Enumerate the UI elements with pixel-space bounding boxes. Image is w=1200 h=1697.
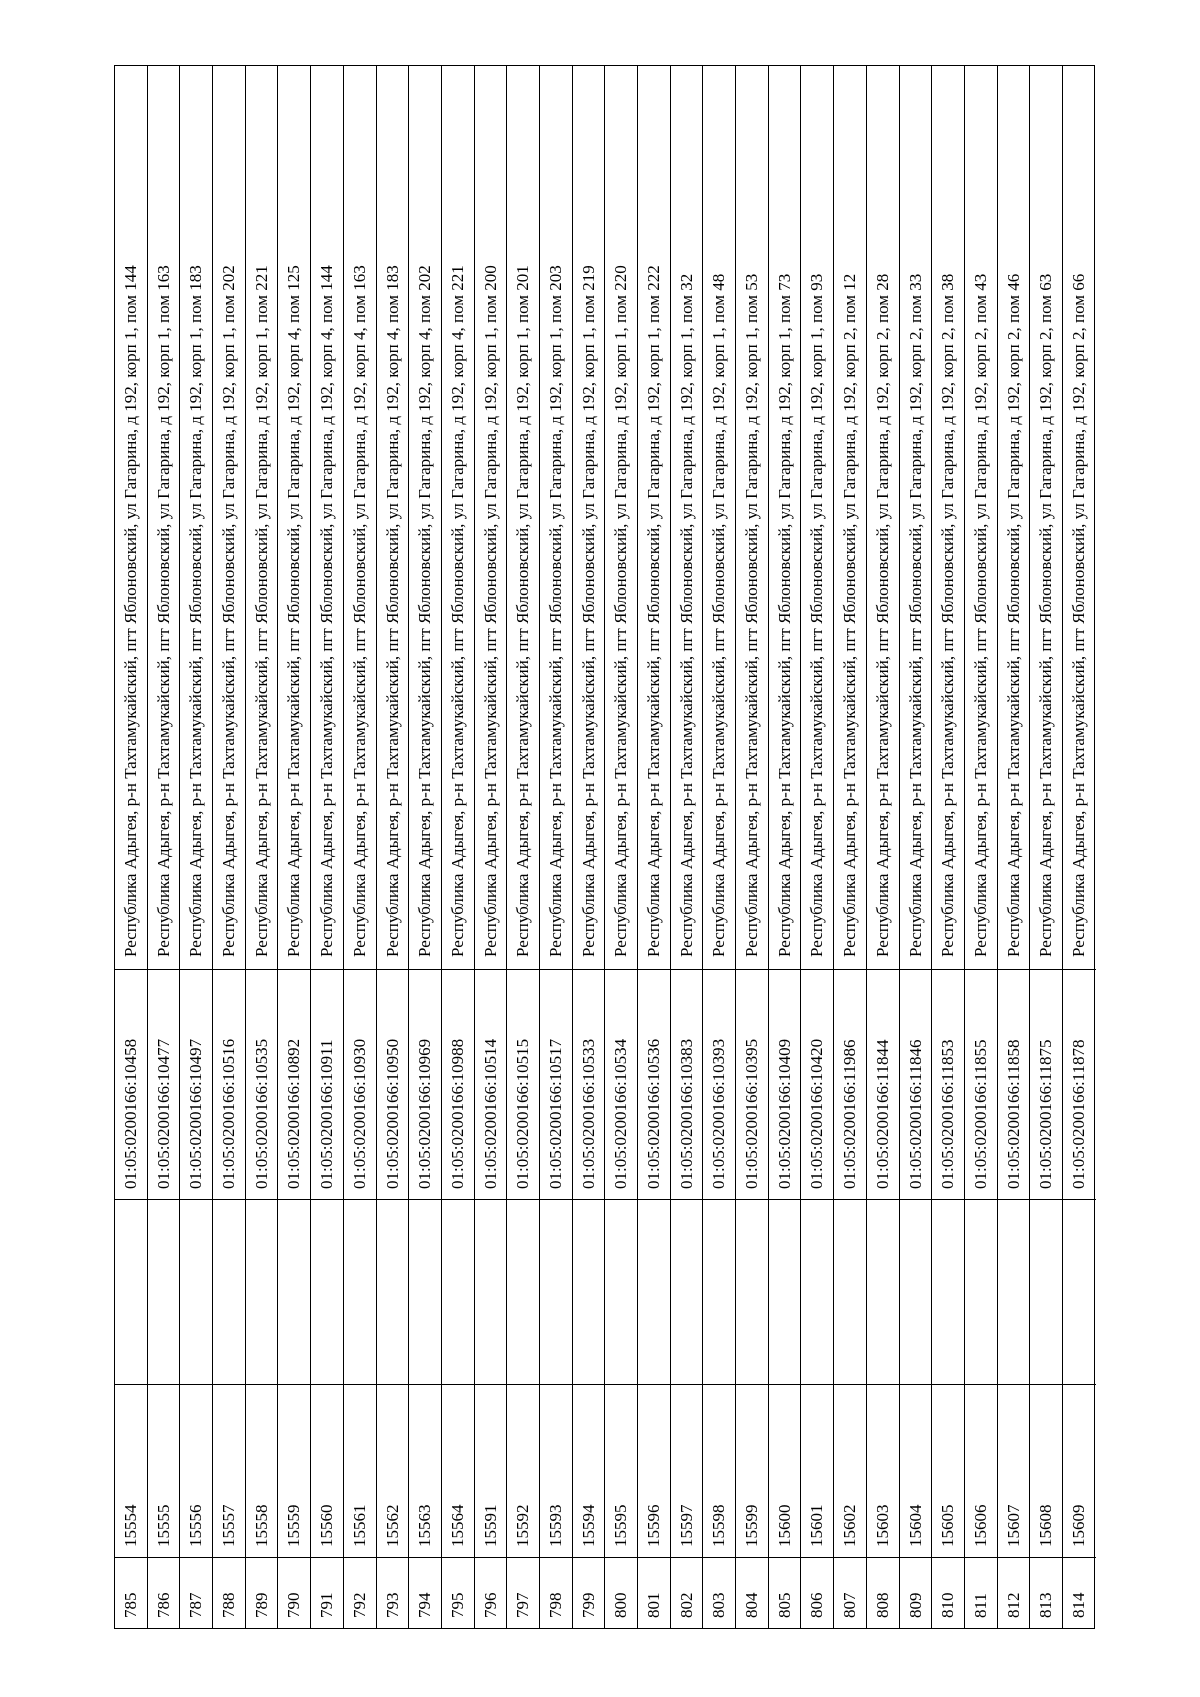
row-number-cell: 812 [998,1557,1030,1628]
empty-cell [736,1199,768,1384]
record-id-cell: 15607 [998,1384,1030,1557]
address-cell: Республика Адыгея, р-н Тахтамукайский, пгт Яблоновский, ул Гагарина, д 192, корп 2, пом 28 [872,273,892,957]
empty-cell [180,1199,212,1384]
row-number-cell: 796 [475,1557,507,1628]
address-cell: Республика Адыгея, р-н Тахтамукайский, пгт Яблоновский, ул Гагарина, д 192, корп 2, пом 46 [1003,273,1023,957]
table-row [246,66,279,1628]
cadastral-number-cell: 01:05:0200166:10517 [540,969,572,1199]
document-page [114,65,1095,1629]
cadastral-number-cell: 01:05:0200166:11875 [1030,969,1062,1199]
cadastral-number-cell: 01:05:0200166:10393 [703,969,735,1199]
empty-cell [213,1199,245,1384]
row-number-cell: 787 [180,1557,212,1628]
table-row [1063,66,1096,1628]
cadastral-number-cell: 01:05:0200166:10497 [180,969,212,1199]
property-table [114,65,1095,1629]
cadastral-number-cell: 01:05:0200166:10477 [148,969,180,1199]
table-row [671,66,704,1628]
row-number-cell: 788 [213,1557,245,1628]
cadastral-number-cell: 01:05:0200166:10535 [246,969,278,1199]
cadastral-number-cell: 01:05:0200166:11846 [900,969,932,1199]
address-cell: Республика Адыгея, р-н Тахтамукайский, пгт Яблоновский, ул Гагарина, д 192, корп 2, пом 66 [1068,273,1088,957]
record-id-cell: 15608 [1030,1384,1062,1557]
address-cell: Республика Адыгея, р-н Тахтамукайский, пгт Яблоновский, ул Гагарина, д 192, корп 4, пом 183 [382,265,402,957]
table-row [900,66,933,1628]
row-number-cell: 792 [344,1557,376,1628]
cadastral-number-cell: 01:05:0200166:10458 [115,969,147,1199]
record-id-cell: 15591 [475,1384,507,1557]
cadastral-number-cell: 01:05:0200166:10930 [344,969,376,1199]
table-row [638,66,671,1628]
empty-cell [573,1199,605,1384]
record-id-cell: 15602 [834,1384,866,1557]
record-id-cell: 15554 [115,1384,147,1557]
record-id-cell: 15603 [867,1384,899,1557]
cadastral-number-cell: 01:05:0200166:10420 [801,969,833,1199]
empty-cell [769,1199,801,1384]
address-cell: Республика Адыгея, р-н Тахтамукайский, пгт Яблоновский, ул Гагарина, д 192, корп 1, пом 201 [513,265,533,957]
empty-cell [900,1199,932,1384]
row-number-cell: 803 [703,1557,735,1628]
record-id-cell: 15560 [311,1384,343,1557]
address-cell: Республика Адыгея, р-н Тахтамукайский, пгт Яблоновский, ул Гагарина, д 192, корп 4, пом 221 [447,265,467,957]
table-row [311,66,344,1628]
cadastral-number-cell: 01:05:0200166:11855 [965,969,997,1199]
address-cell: Республика Адыгея, р-н Тахтамукайский, пгт Яблоновский, ул Гагарина, д 192, корп 1, пом 203 [545,265,565,957]
address-cell: Республика Адыгея, р-н Тахтамукайский, пгт Яблоновский, ул Гагарина, д 192, корп 1, пом 183 [186,265,206,957]
row-number-cell: 789 [246,1557,278,1628]
cadastral-number-cell: 01:05:0200166:10409 [769,969,801,1199]
address-cell: Республика Адыгея, р-н Тахтамукайский, пгт Яблоновский, ул Гагарина, д 192, корп 1, пом 202 [219,265,239,957]
record-id-cell: 15564 [442,1384,474,1557]
address-cell: Республика Адыгея, р-н Тахтамукайский, пгт Яблоновский, ул Гагарина, д 192, корп 1, пом 219 [578,265,598,957]
cadastral-number-cell: 01:05:0200166:10988 [442,969,474,1199]
empty-cell [115,1199,147,1384]
record-id-cell: 15595 [605,1384,637,1557]
empty-cell [932,1199,964,1384]
address-cell: Республика Адыгея, р-н Тахтамукайский, пгт Яблоновский, ул Гагарина, д 192, корп 1, пом 144 [121,265,140,957]
empty-cell [540,1199,572,1384]
empty-cell [834,1199,866,1384]
record-id-cell: 15604 [900,1384,932,1557]
address-cell: Республика Адыгея, р-н Тахтамукайский, пгт Яблоновский, ул Гагарина, д 192, корп 1, пом 222 [644,265,663,957]
table-row [213,66,246,1628]
table-row [180,66,213,1628]
row-number-cell: 804 [736,1557,768,1628]
row-number-cell: 811 [965,1557,997,1628]
cadastral-number-cell: 01:05:0200166:10383 [671,969,703,1199]
cadastral-number-cell: 01:05:0200166:10515 [507,969,539,1199]
cadastral-number-cell: 01:05:0200166:11878 [1063,969,1096,1199]
table-row [442,66,475,1628]
record-id-cell: 15593 [540,1384,572,1557]
record-id-cell: 15561 [344,1384,376,1557]
record-id-cell: 15606 [965,1384,997,1557]
address-cell: Республика Адыгея, р-н Тахтамукайский, пгт Яблоновский, ул Гагарина, д 192, корп 1, пом 200 [480,265,500,957]
table-row [801,66,834,1628]
record-id-cell: 15562 [377,1384,409,1557]
table-row [834,66,867,1628]
empty-cell [605,1199,637,1384]
row-number-cell: 807 [834,1557,866,1628]
address-cell: Республика Адыгея, р-н Тахтамукайский, пгт Яблоновский, ул Гагарина, д 192, корп 1, пом 221 [251,265,271,957]
address-cell: Республика Адыгея, р-н Тахтамукайский, пгт Яблоновский, ул Гагарина, д 192, корп 2, пом 38 [938,273,958,957]
record-id-cell: 15598 [703,1384,735,1557]
cadastral-number-cell: 01:05:0200166:11853 [932,969,964,1199]
row-number-cell: 810 [932,1557,964,1628]
row-number-cell: 808 [867,1557,899,1628]
address-cell: Республика Адыгея, р-н Тахтамукайский, пгт Яблоновский, ул Гагарина, д 192, корп 4, пом 144 [317,265,337,957]
record-id-cell: 15597 [671,1384,703,1557]
cadastral-number-cell: 01:05:0200166:10395 [736,969,768,1199]
table-row [278,66,311,1628]
record-id-cell: 15557 [213,1384,245,1557]
empty-cell [311,1199,343,1384]
address-cell: Республика Адыгея, р-н Тахтамукайский, пгт Яблоновский, ул Гагарина, д 192, корп 4, пом 202 [415,265,435,957]
address-cell: Республика Адыгея, р-н Тахтамукайский, пгт Яблоновский, ул Гагарина, д 192, корп 1, пом 93 [807,273,827,957]
empty-cell [148,1199,180,1384]
row-number-cell: 797 [507,1557,539,1628]
row-number-cell: 798 [540,1557,572,1628]
address-cell: Республика Адыгея, р-н Тахтамукайский, пгт Яблоновский, ул Гагарина, д 192, корп 1, пом 53 [742,273,762,957]
empty-cell [703,1199,735,1384]
address-cell: Республика Адыгея, р-н Тахтамукайский, пгт Яблоновский, ул Гагарина, д 192, корп 4, пом 125 [284,265,304,957]
empty-cell [278,1199,310,1384]
table-row [703,66,736,1628]
record-id-cell: 15600 [769,1384,801,1557]
record-id-cell: 15599 [736,1384,768,1557]
empty-cell [507,1199,539,1384]
address-cell: Республика Адыгея, р-н Тахтамукайский, пгт Яблоновский, ул Гагарина, д 192, корп 1, пом 163 [153,265,173,957]
table-row [867,66,900,1628]
empty-cell [246,1199,278,1384]
record-id-cell: 15592 [507,1384,539,1557]
row-number-cell: 813 [1030,1557,1062,1628]
empty-cell [475,1199,507,1384]
empty-cell [638,1199,670,1384]
cadastral-number-cell: 01:05:0200166:10533 [573,969,605,1199]
row-number-cell: 805 [769,1557,801,1628]
empty-cell [1063,1199,1096,1384]
cadastral-number-cell: 01:05:0200166:10534 [605,969,637,1199]
empty-cell [998,1199,1030,1384]
table-row [409,66,442,1628]
table-row [736,66,769,1628]
address-cell: Республика Адыгея, р-н Тахтамукайский, пгт Яблоновский, ул Гагарина, д 192, корп 1, пом 220 [611,265,631,957]
cadastral-number-cell: 01:05:0200166:10892 [278,969,310,1199]
table-row [148,66,181,1628]
record-id-cell: 15609 [1063,1384,1096,1557]
cadastral-number-cell: 01:05:0200166:10950 [377,969,409,1199]
table-row [965,66,998,1628]
row-number-cell: 795 [442,1557,474,1628]
cadastral-number-cell: 01:05:0200166:11986 [834,969,866,1199]
row-number-cell: 790 [278,1557,310,1628]
row-number-cell: 786 [148,1557,180,1628]
table-row [377,66,410,1628]
cadastral-number-cell: 01:05:0200166:10536 [638,969,670,1199]
address-cell: Республика Адыгея, р-н Тахтамукайский, пгт Яблоновский, ул Гагарина, д 192, корп 2, пом 33 [905,273,925,957]
table-row [573,66,606,1628]
record-id-cell: 15596 [638,1384,670,1557]
address-cell: Республика Адыгея, р-н Тахтамукайский, пгт Яблоновский, ул Гагарина, д 192, корп 1, пом 73 [774,273,794,957]
row-number-cell: 801 [638,1557,670,1628]
empty-cell [377,1199,409,1384]
record-id-cell: 15558 [246,1384,278,1557]
record-id-cell: 15556 [180,1384,212,1557]
row-number-cell: 791 [311,1557,343,1628]
address-cell: Республика Адыгея, р-н Тахтамукайский, пгт Яблоновский, ул Гагарина, д 192, корп 2, пом 12 [840,273,860,957]
empty-cell [442,1199,474,1384]
row-number-cell: 800 [605,1557,637,1628]
table-row [344,66,377,1628]
table-row [998,66,1031,1628]
row-number-cell: 809 [900,1557,932,1628]
record-id-cell: 15555 [148,1384,180,1557]
record-id-cell: 15559 [278,1384,310,1557]
row-number-cell: 785 [115,1557,147,1628]
table-row [540,66,573,1628]
empty-cell [671,1199,703,1384]
row-number-cell: 794 [409,1557,441,1628]
table-row [932,66,965,1628]
table-row [507,66,540,1628]
table-row [475,66,508,1628]
empty-cell [409,1199,441,1384]
empty-cell [344,1199,376,1384]
table-row [115,66,148,1628]
row-number-cell: 814 [1063,1557,1096,1628]
empty-cell [801,1199,833,1384]
row-number-cell: 806 [801,1557,833,1628]
row-number-cell: 802 [671,1557,703,1628]
empty-cell [1030,1199,1062,1384]
address-cell: Республика Адыгея, р-н Тахтамукайский, пгт Яблоновский, ул Гагарина, д 192, корп 1, пом 48 [709,273,729,957]
record-id-cell: 15605 [932,1384,964,1557]
table-row [605,66,638,1628]
address-cell: Республика Адыгея, р-н Тахтамукайский, пгт Яблоновский, ул Гагарина, д 192, корп 1, пом 32 [676,273,696,957]
empty-cell [965,1199,997,1384]
row-number-cell: 793 [377,1557,409,1628]
record-id-cell: 15594 [573,1384,605,1557]
table-row [769,66,802,1628]
address-cell: Республика Адыгея, р-н Тахтамукайский, пгт Яблоновский, ул Гагарина, д 192, корп 2, пом 63 [1036,273,1056,957]
cadastral-number-cell: 01:05:0200166:11858 [998,969,1030,1199]
cadastral-number-cell: 01:05:0200166:10911 [311,969,343,1199]
row-number-cell: 799 [573,1557,605,1628]
cadastral-number-cell: 01:05:0200166:11844 [867,969,899,1199]
empty-cell [867,1199,899,1384]
address-cell: Республика Адыгея, р-н Тахтамукайский, пгт Яблоновский, ул Гагарина, д 192, корп 2, пом 43 [970,273,990,957]
cadastral-number-cell: 01:05:0200166:10969 [409,969,441,1199]
cadastral-number-cell: 01:05:0200166:10516 [213,969,245,1199]
record-id-cell: 15563 [409,1384,441,1557]
address-cell: Республика Адыгея, р-н Тахтамукайский, пгт Яблоновский, ул Гагарина, д 192, корп 4, пом 163 [349,265,369,957]
table-row [1030,66,1063,1628]
record-id-cell: 15601 [801,1384,833,1557]
cadastral-number-cell: 01:05:0200166:10514 [475,969,507,1199]
